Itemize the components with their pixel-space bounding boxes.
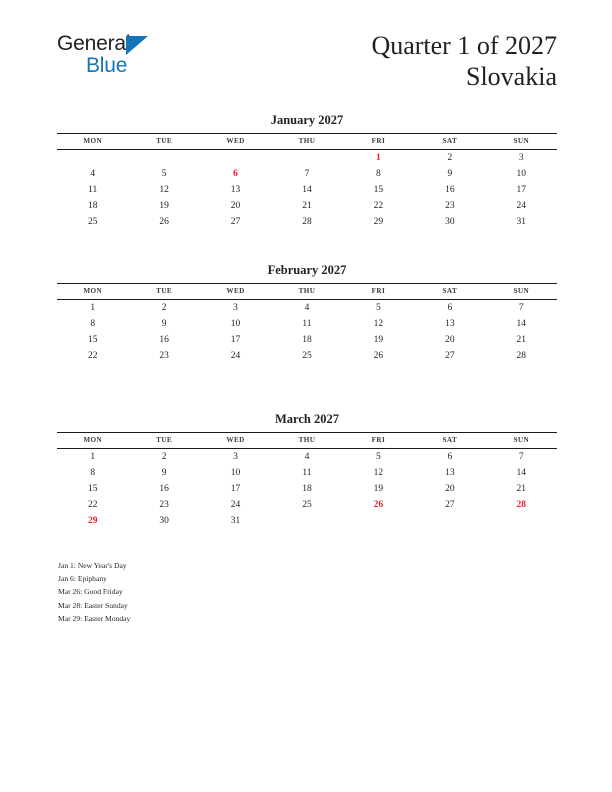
logo-word-blue: Blue: [86, 54, 128, 77]
logo-triangle-icon: [126, 36, 148, 55]
day-cell-empty: [200, 150, 271, 167]
day-cell[interactable]: 27: [445, 499, 455, 510]
day-cell[interactable]: 29: [373, 216, 384, 227]
weekday-header-fri: FRI: [343, 284, 414, 300]
weekday-header-sun: SUN: [486, 134, 557, 150]
day-cell[interactable]: 9: [161, 318, 167, 329]
day-cell[interactable]: 22: [87, 499, 98, 510]
week-row: [57, 348, 557, 364]
day-cell[interactable]: 5: [376, 451, 381, 462]
week-row: [57, 214, 557, 230]
day-cell[interactable]: 24: [516, 200, 527, 211]
general-blue-logo[interactable]: [57, 33, 257, 85]
day-cell[interactable]: 13: [445, 467, 455, 478]
day-cell[interactable]: 31: [230, 515, 241, 526]
month-calendar-table: [57, 133, 557, 230]
day-cell[interactable]: 8: [376, 168, 381, 179]
weekday-header-sun: SUN: [486, 433, 557, 449]
day-cell[interactable]: 22: [87, 350, 98, 361]
day-cell[interactable]: 6: [447, 451, 453, 462]
week-row: [57, 150, 557, 167]
day-cell[interactable]: 2: [161, 451, 167, 462]
day-cell[interactable]: 17: [230, 483, 241, 494]
day-cell[interactable]: 2: [447, 152, 453, 163]
week-row: [57, 449, 557, 466]
day-cell[interactable]: 10: [230, 318, 241, 329]
weekday-header-wed: WED: [200, 433, 271, 449]
day-cell[interactable]: 12: [373, 318, 384, 329]
day-cell[interactable]: 8: [90, 467, 96, 478]
day-cell[interactable]: 10: [230, 467, 241, 478]
weekday-header-fri: FRI: [343, 134, 414, 150]
day-cell[interactable]: 30: [159, 515, 169, 526]
day-cell-empty: [414, 513, 485, 529]
day-cell[interactable]: 19: [373, 334, 384, 345]
day-cell[interactable]: 11: [88, 184, 98, 195]
day-cell[interactable]: 27: [230, 216, 241, 227]
month-calendar-table: [57, 283, 557, 364]
weekday-header-tue: TUE: [128, 284, 199, 300]
day-cell[interactable]: 1: [90, 451, 96, 462]
day-cell[interactable]: 3: [518, 152, 524, 163]
month-title: February 2027: [267, 263, 347, 277]
weekday-header-fri: FRI: [343, 433, 414, 449]
month-calendar-table: [57, 432, 557, 529]
day-cell[interactable]: 14: [516, 318, 527, 329]
day-cell-empty: [271, 150, 342, 167]
day-cell[interactable]: 9: [447, 168, 453, 179]
day-cell[interactable]: 30: [445, 216, 455, 227]
day-cell[interactable]: 10: [516, 168, 527, 179]
day-cell[interactable]: 21: [516, 483, 527, 494]
page-header: [0, 0, 612, 105]
day-cell-empty: [57, 150, 128, 167]
month-title: January 2027: [270, 113, 344, 127]
day-cell[interactable]: 4: [90, 168, 96, 179]
day-cell[interactable]: 26: [159, 216, 169, 227]
day-cell[interactable]: 25: [302, 499, 312, 510]
weekday-header-wed: WED: [200, 134, 271, 150]
weekday-header-mon: MON: [57, 433, 128, 449]
weekday-header-wed: WED: [200, 284, 271, 300]
week-row: [57, 198, 557, 214]
day-cell[interactable]: 3: [233, 451, 238, 462]
day-cell[interactable]: 19: [373, 483, 384, 494]
page-subtitle-country: Slovakia: [466, 62, 557, 91]
day-cell-empty: [343, 513, 414, 529]
day-cell[interactable]: 20: [230, 200, 241, 211]
day-cell[interactable]: 12: [159, 184, 169, 195]
holiday-legend-item: Jan 6: Epiphany: [58, 574, 107, 584]
day-cell[interactable]: 7: [518, 451, 524, 462]
holiday-legend-item: Mar 29: Easter Monday: [58, 613, 131, 623]
weekday-header-row: [57, 134, 557, 150]
day-cell[interactable]: 12: [373, 467, 384, 478]
week-row: [57, 300, 557, 317]
day-cell[interactable]: 23: [445, 200, 455, 211]
day-cell[interactable]: 18: [87, 200, 98, 211]
day-cell[interactable]: 17: [516, 184, 527, 195]
day-cell-holiday[interactable]: 29: [87, 515, 98, 526]
holiday-legend: [58, 559, 358, 625]
month-block: [57, 113, 557, 230]
day-cell[interactable]: 16: [159, 334, 169, 345]
day-cell[interactable]: 4: [304, 451, 310, 462]
day-cell[interactable]: 11: [302, 318, 312, 329]
holiday-legend-item: Mar 26: Good Friday: [58, 587, 123, 597]
day-cell[interactable]: 31: [516, 216, 527, 227]
week-row: [57, 497, 557, 513]
week-row: [57, 316, 557, 332]
day-cell-empty: [128, 150, 199, 167]
day-cell[interactable]: 11: [302, 467, 312, 478]
weekday-header-sat: SAT: [414, 134, 485, 150]
weekday-header-sat: SAT: [414, 284, 485, 300]
title-block: [371, 30, 557, 92]
week-row: [57, 513, 557, 529]
day-cell[interactable]: 6: [447, 302, 453, 313]
day-cell[interactable]: 4: [304, 302, 310, 313]
day-cell[interactable]: 14: [516, 467, 527, 478]
month-block: [57, 412, 557, 529]
day-cell[interactable]: 3: [233, 302, 238, 313]
day-cell[interactable]: 16: [445, 184, 455, 195]
day-cell-holiday[interactable]: 1: [376, 152, 381, 163]
day-cell[interactable]: 24: [230, 499, 241, 510]
week-row: [57, 182, 557, 198]
day-cell[interactable]: 22: [373, 200, 384, 211]
week-row: [57, 465, 557, 481]
month-title: March 2027: [275, 412, 339, 426]
day-cell[interactable]: 23: [159, 499, 169, 510]
day-cell[interactable]: 8: [90, 318, 96, 329]
week-row: [57, 166, 557, 182]
day-cell[interactable]: 20: [445, 483, 455, 494]
day-cell-empty: [486, 513, 557, 529]
day-cell-holiday[interactable]: 28: [516, 499, 527, 510]
weekday-header-thu: THU: [271, 284, 342, 300]
day-cell[interactable]: 21: [516, 334, 527, 345]
day-cell[interactable]: 25: [302, 350, 312, 361]
weekday-header-tue: TUE: [128, 134, 199, 150]
weekday-header-thu: THU: [271, 433, 342, 449]
weekday-header-mon: MON: [57, 134, 128, 150]
day-cell[interactable]: 16: [159, 483, 169, 494]
day-cell[interactable]: 28: [302, 216, 312, 227]
day-cell[interactable]: 21: [302, 200, 312, 211]
day-cell[interactable]: 2: [161, 302, 167, 313]
week-row: [57, 481, 557, 497]
weekday-header-mon: MON: [57, 284, 128, 300]
week-row: [57, 332, 557, 348]
day-cell[interactable]: 13: [230, 184, 241, 195]
day-cell[interactable]: 24: [230, 350, 241, 361]
page-title: Quarter 1 of 2027: [371, 31, 557, 60]
weekday-header-sun: SUN: [486, 284, 557, 300]
day-cell[interactable]: 15: [373, 184, 384, 195]
day-cell[interactable]: 27: [445, 350, 455, 361]
day-cell[interactable]: 7: [518, 302, 524, 313]
day-cell[interactable]: 1: [90, 302, 96, 313]
day-cell[interactable]: 5: [161, 168, 167, 179]
day-cell[interactable]: 17: [230, 334, 241, 345]
day-cell[interactable]: 19: [159, 200, 169, 211]
day-cell-holiday[interactable]: 26: [373, 499, 384, 510]
weekday-header-thu: THU: [271, 134, 342, 150]
day-cell[interactable]: 9: [161, 467, 167, 478]
weekday-header-tue: TUE: [128, 433, 199, 449]
weekday-header-row: [57, 433, 557, 449]
day-cell[interactable]: 23: [159, 350, 169, 361]
day-cell[interactable]: 14: [302, 184, 312, 195]
weekday-header-sat: SAT: [414, 433, 485, 449]
day-cell[interactable]: 18: [302, 483, 312, 494]
day-cell[interactable]: 26: [373, 350, 384, 361]
logo-word-general: General: [57, 32, 131, 55]
day-cell-holiday[interactable]: 6: [233, 168, 238, 179]
day-cell[interactable]: 7: [304, 168, 310, 179]
holiday-legend-item: Mar 28: Easter Sunday: [58, 600, 128, 610]
day-cell[interactable]: 15: [87, 483, 98, 494]
day-cell[interactable]: 25: [87, 216, 98, 227]
day-cell[interactable]: 18: [302, 334, 312, 345]
day-cell-empty: [271, 513, 342, 529]
day-cell[interactable]: 20: [445, 334, 455, 345]
holiday-legend-item: Jan 1: New Year's Day: [58, 561, 127, 570]
day-cell[interactable]: 5: [376, 302, 381, 313]
day-cell[interactable]: 15: [87, 334, 98, 345]
month-block: [57, 263, 557, 364]
weekday-header-row: [57, 284, 557, 300]
day-cell[interactable]: 13: [445, 318, 455, 329]
day-cell[interactable]: 28: [516, 350, 527, 361]
